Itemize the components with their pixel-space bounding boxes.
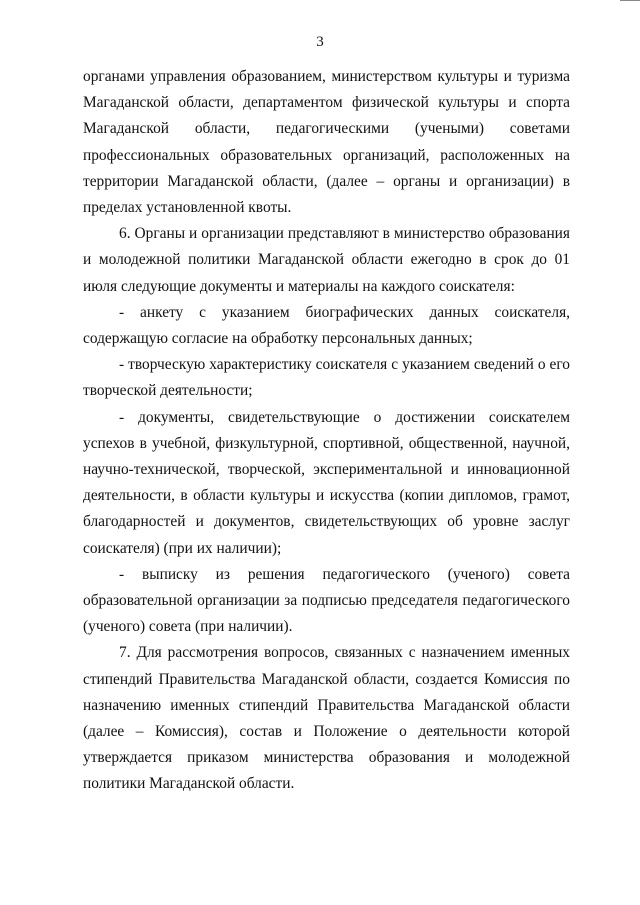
- paragraph-item-7: 7. Для рассмотрения вопросов, связанных с назначением именных стипендий Правительства Магаданской области, создается Комиссия по назначению именных стипендий Правительства Магаданской области (далее – Комиссия), состав и Положение о деятельности которой утверждается приказом министерства образования и молодежной политики Магаданской области.: [83, 644, 570, 793]
- list-item-council-decision-extract: - выписку из решения педагогического (ученого) совета образовательной организации за подписью председателя педагогического (ученого) совета (при наличии).: [83, 565, 570, 636]
- paragraph-continuation: органами управления образованием, министерством культуры и туризма Магаданской области, департаментом физической культуры и спорта Магаданской области, педагогическими (учеными) советами профессиональных образовательных организаций, расположенных на территории Магаданской области, (далее – органы и организации) в пределах установленной квоты.: [83, 68, 570, 217]
- list-item-achievement-documents: - документы, свидетельствующие о достижении соискателем успехов в учебной, физкультурной, спортивной, общественной, научной, научно-технической, творческой, экспериментальной и инновационной деятельности, в области культуры и искусства (копии дипломов, грамот, благодарностей и документов, свидетельствующих об уровне заслуг соискателя) (при их наличии);: [83, 408, 570, 557]
- page-number: 3: [316, 34, 324, 50]
- list-item-creative-characteristic: - творческую характеристику соискателя с указанием сведений о его творческой деятельности;: [83, 356, 570, 400]
- page-corner-mark: [620, 0, 640, 1]
- paragraph-item-6: 6. Органы и организации представляют в министерство образования и молодежной политики Магаданской области ежегодно в срок до 01 июля следующие документы и материалы на каждого соискателя:: [83, 225, 570, 295]
- document-body: [83, 64, 570, 798]
- list-item-questionnaire: - анкету с указанием биографических данных соискателя, содержащую согласие на обработку персональных данных;: [83, 303, 570, 348]
